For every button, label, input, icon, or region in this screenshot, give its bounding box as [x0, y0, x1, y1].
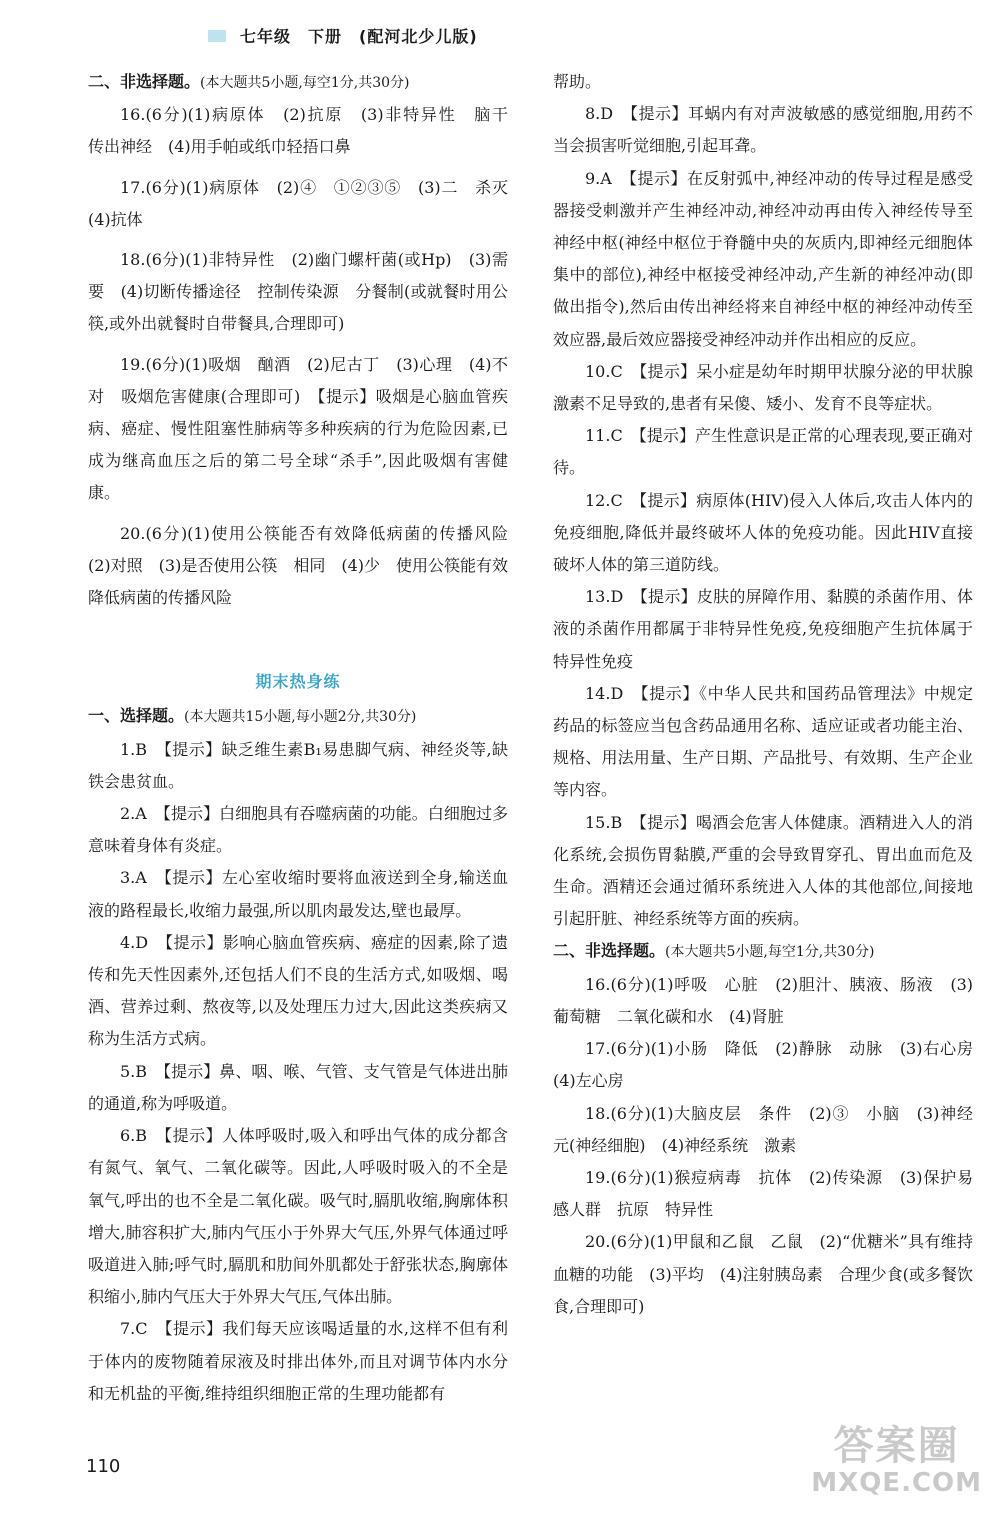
watermark-url: MXQE.COM — [811, 1468, 982, 1498]
section1-heading: 一、选择题。(本大题共15小题,每小题2分,共30分) — [88, 706, 417, 726]
answer-16-left: 16.(6分)(1)病原体 (2)抗原 (3)非特异性 脑干 传出神经 (4)用手帕或纸巾轻捂口鼻 — [88, 105, 525, 157]
answer-19-left: 19.(6分)(1)吸烟 酗酒 (2)尼古丁 (3)心理 (4)不对 吸烟危害健康(合理即可) 【提示】吸烟是心脑血管疾病、癌症、慢性阻塞性肺病等多种疾病的行为危险因素,已成为继高血压之后的第二号全球“杀手”,因此吸烟有害健康。 — [88, 354, 508, 503]
mc-answer-6: 6.B 【提示】人体呼吸时,吸入和呼出气体的成分都含有氮气、氧气、二氧化碳等。因此,人呼吸时吸入的不全是氧气,呼出的也不全是二氧化碳。吸气时,膈肌收缩,胸廓体积增大,肺容积扩大,肺内气压小于外界大气压,外界气体通过呼吸道进入肺;呼气时,膈肌和肋间外肌都处于舒张状态,胸廓体积缩小,肺内气压大于外界大气压,气体出肺。 — [88, 1126, 508, 1307]
watermark-logo — [811, 1424, 982, 1498]
mc-answer-8: 8.D 【提示】耳蜗内有对声波敏感的感觉细胞,用药不当会损害听觉细胞,引起耳聋。 — [553, 104, 973, 156]
header-color-block — [208, 30, 226, 42]
answer-16-right: 16.(6分)(1)呼吸 心脏 (2)胆汁、胰液、肠液 (3)葡萄糖 二氧化碳和水 (4)肾脏 — [553, 974, 973, 1026]
mc-answer-14: 14.D 【提示】《中华人民共和国药品管理法》中规定药品的标签应当包含药品通用名称、适应证或者功能主治、规格、用法用量、生产日期、产品批号、有效期、生产企业等内容。 — [553, 683, 973, 800]
exam-section-title: 期末热身练 — [255, 672, 341, 692]
answer-17-right: 17.(6分)(1)小肠 降低 (2)静脉 动脉 (3)右心房 (4)左心房 — [553, 1039, 990, 1091]
mc-answer-10: 10.C 【提示】呆小症是幼年时期甲状腺分泌的甲状腺激素不足导致的,患者有呆傻、矮小、发育不良等症状。 — [553, 361, 973, 414]
header-title: 七年级 下册 (配河北少儿版) — [240, 27, 478, 46]
section2-heading-left: 二、非选择题。(本大题共5小题,每空1分,共30分) — [88, 72, 410, 91]
page-number: 110 — [86, 1456, 121, 1477]
mc-answer-3: 3.A 【提示】左心室收缩时要将血液送到全身,输送血液的路程最长,收缩力最强,所以肌肉最发达,壁也最厚。 — [88, 868, 508, 920]
answer-18-left: 18.(6分)(1)非特异性 (2)幽门螺杆菌(或Hp) (3)需要 (4)切断传播途径 控制传染源 分餐制(或就餐时用公筷,或外出就餐时自带餐具,合理即可) — [88, 250, 508, 334]
answer-18-right: 18.(6分)(1)大脑皮层 条件 (2)③ 小脑 (3)神经元(神经细胞) (4)神经系统 激素 — [553, 1103, 973, 1155]
mc-answer-15: 15.B 【提示】喝酒会危害人体健康。酒精进入人的消化系统,会损伤胃黏膜,严重的会导致胃穿孔、胃出血而危及生命。酒精还会通过循环系统进入人体的其他部位,间接地引起肝脏、神经系统等方面的疾病。 — [553, 812, 973, 929]
answer-17-left: 17.(6分)(1)病原体 (2)④ ①②③⑤ (3)二 杀灭 (4)抗体 — [88, 177, 525, 229]
mc-answer-5: 5.B 【提示】鼻、咽、喉、气管、支气管是气体进出肺的通道,称为呼吸道。 — [88, 1061, 508, 1113]
mc-answer-13: 13.D 【提示】皮肤的屏障作用、黏膜的杀菌作用、体液的杀菌作用都属于非特异性免疫,免疫细胞产生抗体属于特异性免疫 — [553, 587, 973, 671]
answer-19-right: 19.(6分)(1)猴痘病毒 抗体 (2)传染源 (3)保护易感人群 抗原 特异性 — [553, 1167, 973, 1220]
watermark-text: 答案圈 — [833, 1423, 960, 1469]
mc-answer-9: 9.A 【提示】在反射弧中,神经冲动的传导过程是感受器接受刺激并产生神经冲动,神经冲动再由传入神经传导至神经中枢(神经中枢位于脊髓中央的灰质内,即神经元细胞体集中的部位),神经中枢接受神经冲动,产生新的神经冲动(即做出指令),然后由传出神经将来自神经中枢的神经冲动传至效应器,最后效应器接受神经冲动并作出相应的反应。 — [553, 168, 973, 349]
mc-answer-12: 12.C 【提示】病原体(HIV)侵入人体后,攻击人体内的免疫细胞,降低并最终破坏人体的免疫功能。因此HIV直接破坏人体的第三道防线。 — [553, 490, 973, 575]
mc-answer-11: 11.C 【提示】产生性意识是正常的心理表现,要正确对待。 — [553, 426, 973, 478]
left-column — [88, 66, 525, 1410]
mc-answer-7: 7.C 【提示】我们每天应该喝适量的水,这样不但有利于体内的废物随着尿液及时排出体外,而且对调节体内水分和无机盐的平衡,维持组织细胞正常的生理功能都有 — [88, 1319, 508, 1403]
mc-answer-2: 2.A 【提示】白细胞具有吞噬病菌的功能。白细胞过多意味着身体有炎症。 — [88, 804, 508, 856]
mc-answer-7-continuation: 帮助。 — [553, 72, 602, 91]
section2-heading-right: 二、非选择题。(本大题共5小题,每空1分,共30分) — [553, 941, 875, 961]
answer-20-left: 20.(6分)(1)使用公筷能否有效降低病菌的传播风险 (2)对照 (3)是否使用公筷 相同 (4)少 使用公筷能有效降低病菌的传播风险 — [88, 523, 525, 608]
mc-answer-1: 1.B 【提示】缺乏维生素B₁易患脚气病、神经炎等,缺铁会患贫血。 — [88, 739, 508, 791]
mc-answer-4: 4.D 【提示】影响心脑血管疾病、癌症的因素,除了遗传和先天性因素外,还包括人们不良的生活方式,如吸烟、喝酒、营养过剩、熬夜等,以及处理压力过大,因此这类疾病又称为生活方式病。 — [88, 932, 508, 1049]
running-header — [208, 24, 478, 47]
answer-20-right: 20.(6分)(1)甲鼠和乙鼠 乙鼠 (2)“优糖米”具有维持血糖的功能 (3)平均 (4)注射胰岛素 合理少食(或多餐饮食,合理即可) — [553, 1232, 973, 1316]
right-column — [553, 66, 990, 1323]
